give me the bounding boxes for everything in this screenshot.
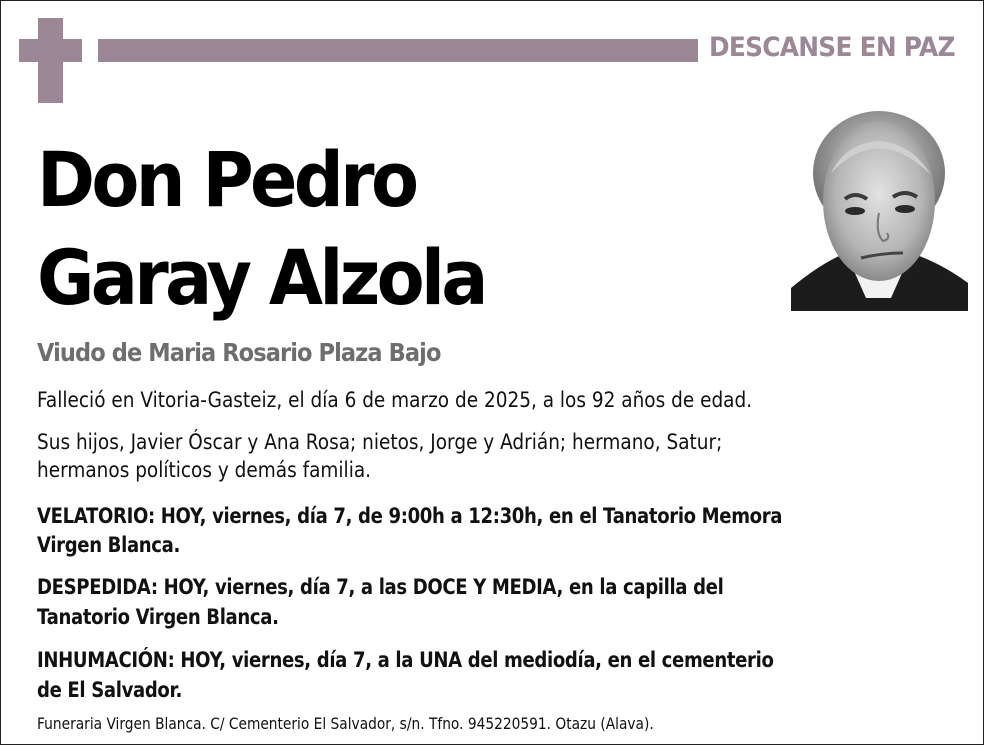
velatorio-line-1: VELATORIO: HOY, viernes, día 7, de 9:00h a 12:30h, en el Tanatorio Memora bbox=[37, 504, 783, 528]
header-label: DESCANSE EN PAZ bbox=[709, 32, 955, 63]
header-band bbox=[98, 39, 698, 62]
inhumacion-line-2: de El Salvador. bbox=[37, 678, 182, 702]
velatorio-line-2: Virgen Blanca. bbox=[37, 533, 181, 557]
despedida-line-2: Tanatorio Virgen Blanca. bbox=[37, 605, 279, 629]
portrait-image bbox=[791, 103, 968, 311]
name-line-1: Don Pedro bbox=[37, 135, 416, 224]
name-line-2: Garay Alzola bbox=[37, 233, 485, 322]
widow-subtitle: Viudo de Maria Rosario Plaza Bajo bbox=[37, 338, 441, 367]
family-line-1: Sus hijos, Javier Óscar y Ana Rosa; nietos, Jorge y Adrián; hermano, Satur; bbox=[37, 430, 723, 454]
despedida-line-1: DESPEDIDA: HOY, viernes, día 7, a las DOCE Y MEDIA, en la capilla del bbox=[37, 575, 724, 599]
family-line-2: hermanos políticos y demás familia. bbox=[37, 458, 372, 482]
deceased-name bbox=[37, 131, 485, 327]
funeral-home-info: Funeraria Virgen Blanca. C/ Cementerio El Salvador, s/n. Tfno. 945220591. Otazu (Alava). bbox=[37, 714, 654, 733]
inhumacion-line-1: INHUMACIÓN: HOY, viernes, día 7, a la UNA del mediodía, en el cementerio bbox=[37, 648, 774, 672]
cross-icon-arm bbox=[19, 39, 82, 62]
portrait-photo bbox=[791, 103, 968, 311]
death-notice: Falleció en Vitoria-Gasteiz, el día 6 de marzo de 2025, a los 92 años de edad. bbox=[37, 388, 753, 412]
